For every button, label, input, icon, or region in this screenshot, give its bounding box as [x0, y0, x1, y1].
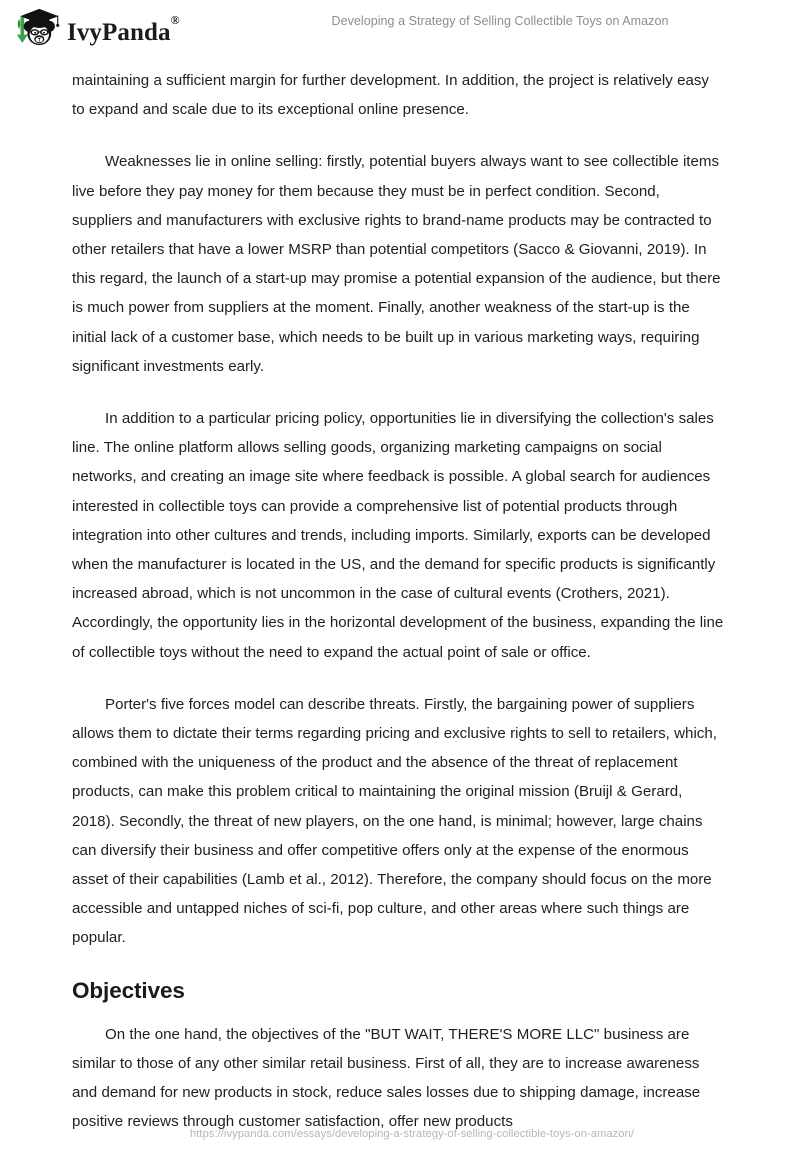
paragraph: Weaknesses lie in online selling: firstly, potential buyers always want to see collectible items live before they pay money for them because they must be in perfect condition. Second, suppliers and manufacturers with exclusive rights to brand-name products may be contracted to other retailers that have a lower MSRP than potential competitors (Sacco & Giovanni, 2019). In this regard, the launch of a start-up may promise a potential expansion of the audience, but there is much power from suppliers at the moment. Finally, another weakness of the start-up is the initial lack of a customer base, which needs to be built up in various marketing ways, requiring significant investments early. — [72, 153, 721, 375]
page-footer — [0, 1124, 800, 1142]
section-heading-objectives: Objectives — [72, 977, 185, 1003]
paragraph: In addition to a particular pricing policy, opportunities lie in diversifying the collection's sales line. The online platform allows selling goods, organizing marketing campaigns on social networks, and creating an image site where feedback is possible. A global search for audiences interested in collectible toys can provide a comprehensive list of potential products through integration into other cultures and trends, including imports. Similarly, exports can be developed when the manufacturer is located in the US, and the demand for specific products is significantly increased abroad, which is not uncommon in the case of cultural events (Crothers, 2021). Accordingly, the opportunity lies in the horizontal development of the business, expanding the line of collectible toys without the need to expand the actual point of sale or office. — [72, 410, 724, 661]
brand-name: IvyPanda® — [67, 13, 180, 46]
paragraph: maintaining a sufficient margin for further development. In addition, the project is relatively easy to expand and scale due to its exceptional online presence. — [72, 72, 709, 119]
paragraph: Porter's five forces model can describe threats. Firstly, the bargaining power of suppliers allows them to dictate their terms regarding pricing and exclusive rights to sell to retailers, which, combined with the uniqueness of the product and the absence of the threat of replacement products, can make this problem critical to maintaining the original mission (Bruijl & Gerard, 2018). Secondly, the threat of new players, on the one hand, is minimal; however, large chains can diversify their business and offer competitive offers only at the expense of the enormous asset of their capabilities (Lamb et al., 2012). Therefore, the company should focus on the more accessible and untapped niches of sci-fi, pop culture, and other areas where such things are popular. — [72, 695, 717, 947]
page-header — [0, 0, 800, 56]
running-title: Developing a Strategy of Selling Collectible Toys on Amazon — [331, 14, 669, 28]
registered-mark: ® — [170, 13, 180, 28]
document-body — [72, 66, 724, 1160]
source-url[interactable]: https://ivypanda.com/essays/developing-a-strategy-of-selling-collectible-toys-on-amazon/ — [189, 1128, 635, 1140]
paragraph: On the one hand, the objectives of the "BUT WAIT, THERE'S MORE LLC" business are similar to those of any other similar retail business. First of all, they are to increase awareness and demand for new products in stock, reduce sales losses due to shipping damage, increase positive reviews through customer satisfaction, offer new products — [72, 1025, 701, 1131]
